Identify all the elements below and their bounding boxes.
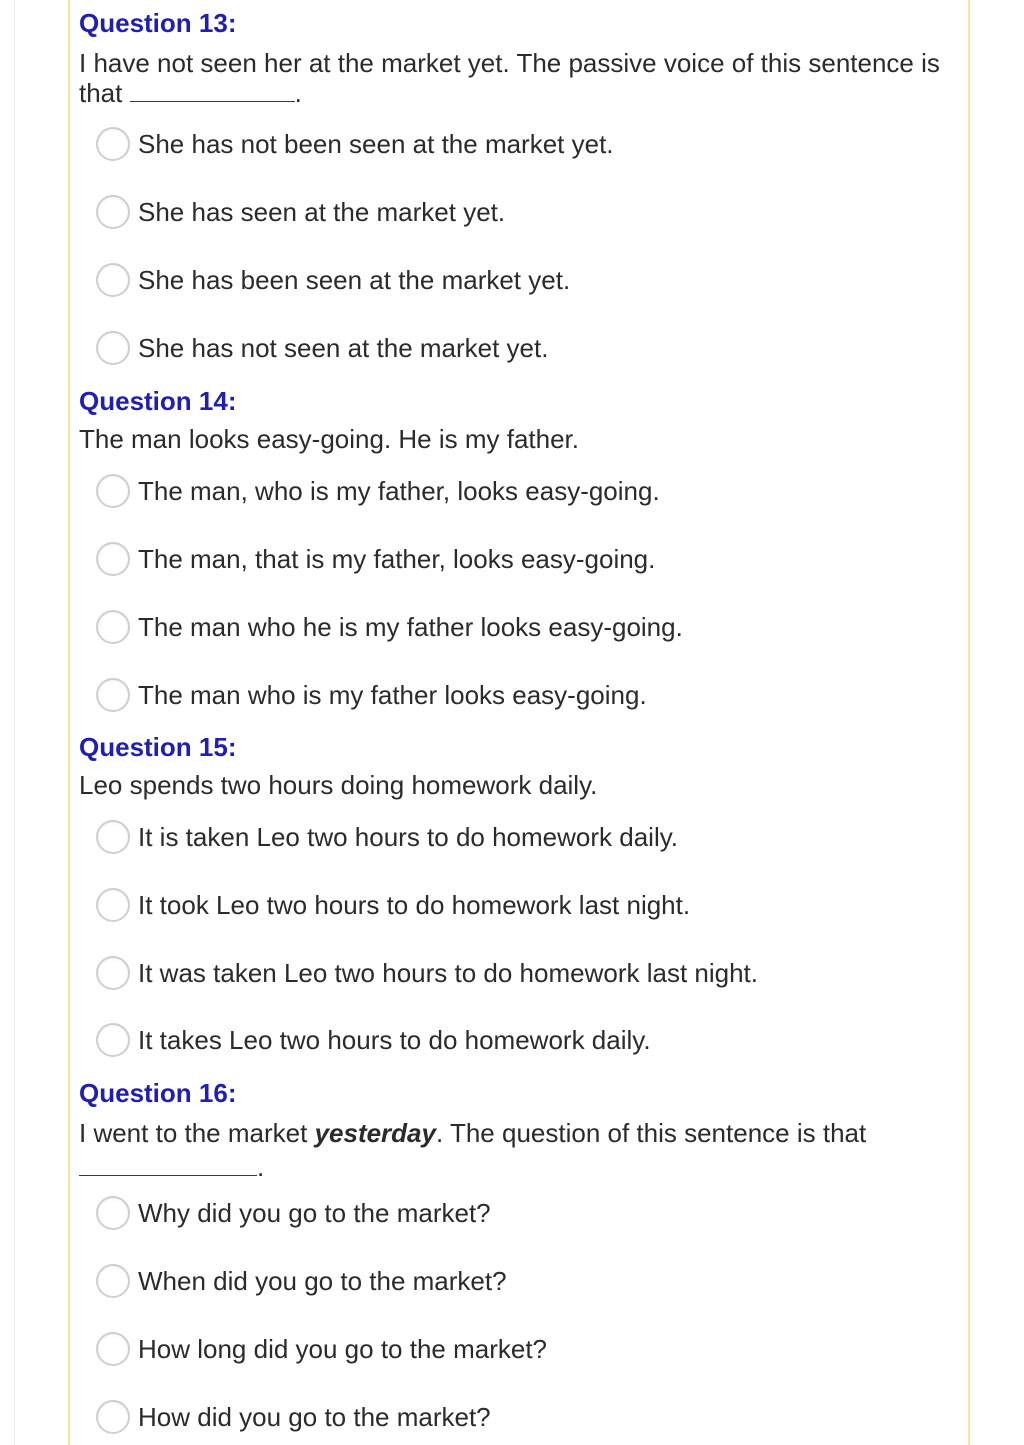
emphasized-word: yesterday bbox=[314, 1118, 436, 1148]
radio-button[interactable] bbox=[96, 1023, 130, 1057]
question-16-option-b[interactable] bbox=[96, 1261, 507, 1301]
radio-button[interactable] bbox=[96, 678, 130, 712]
radio-button[interactable] bbox=[96, 542, 130, 576]
question-13-title: Question 13: bbox=[79, 8, 237, 38]
radio-button[interactable] bbox=[96, 474, 130, 508]
question-16-option-c[interactable] bbox=[96, 1329, 547, 1369]
page-edge bbox=[14, 0, 15, 1445]
question-16-title: Question 16: bbox=[79, 1078, 237, 1108]
question-14-option-b[interactable] bbox=[96, 539, 655, 579]
question-15-option-c[interactable] bbox=[96, 953, 758, 993]
question-13-prompt-text: I have not seen her at the market yet. The passive voice of this sentence is that bbox=[79, 48, 940, 108]
answer-blank bbox=[130, 81, 295, 102]
question-16-option-a[interactable] bbox=[96, 1193, 491, 1233]
radio-button[interactable] bbox=[96, 127, 130, 161]
question-16-prompt bbox=[79, 1116, 959, 1184]
radio-button[interactable] bbox=[96, 1196, 130, 1230]
question-15-title: Question 15: bbox=[79, 732, 237, 762]
question-14-option-d[interactable] bbox=[96, 675, 647, 715]
question-16-option-d[interactable] bbox=[96, 1397, 491, 1437]
question-15-option-b[interactable] bbox=[96, 885, 690, 925]
question-15-prompt: Leo spends two hours doing homework daily. bbox=[79, 770, 598, 800]
option-label: How long did you go to the market? bbox=[138, 1333, 548, 1364]
question-15-option-a[interactable] bbox=[96, 817, 678, 857]
option-label: The man who is my father looks easy-going. bbox=[138, 679, 647, 710]
question-16-prompt-end: . bbox=[257, 1152, 265, 1182]
question-16-prompt-text: I went to the market bbox=[79, 1118, 308, 1148]
option-label: She has been seen at the market yet. bbox=[138, 264, 571, 295]
question-13-prompt-end: . bbox=[294, 78, 302, 108]
option-label: When did you go to the market? bbox=[138, 1265, 507, 1296]
option-label: It took Leo two hours to do homework last night. bbox=[138, 889, 691, 920]
radio-button[interactable] bbox=[96, 820, 130, 854]
radio-button[interactable] bbox=[96, 610, 130, 644]
option-label: She has not seen at the market yet. bbox=[138, 332, 549, 363]
option-label: The man who he is my father looks easy-going. bbox=[138, 611, 683, 642]
question-15-option-d[interactable] bbox=[96, 1020, 651, 1060]
radio-button[interactable] bbox=[96, 263, 130, 297]
option-label: She has not been seen at the market yet. bbox=[138, 128, 614, 159]
option-label: It was taken Leo two hours to do homework last night. bbox=[138, 957, 759, 988]
question-13-option-d[interactable] bbox=[96, 328, 548, 368]
question-14-title: Question 14: bbox=[79, 386, 237, 416]
radio-button[interactable] bbox=[96, 888, 130, 922]
question-13-option-b[interactable] bbox=[96, 192, 505, 232]
question-13-option-c[interactable] bbox=[96, 260, 570, 300]
option-label: It takes Leo two hours to do homework daily. bbox=[138, 1024, 651, 1055]
radio-button[interactable] bbox=[96, 331, 130, 365]
option-label: The man, that is my father, looks easy-going. bbox=[138, 543, 656, 574]
question-14-prompt: The man looks easy-going. He is my father. bbox=[79, 424, 580, 454]
question-16-prompt-rest: . The question of this sentence is that bbox=[435, 1118, 867, 1148]
left-border bbox=[68, 0, 70, 1445]
radio-button[interactable] bbox=[96, 1400, 130, 1434]
radio-button[interactable] bbox=[96, 195, 130, 229]
question-14-option-c[interactable] bbox=[96, 607, 683, 647]
right-border bbox=[968, 0, 970, 1445]
option-label: Why did you go to the market? bbox=[138, 1197, 491, 1228]
option-label: She has seen at the market yet. bbox=[138, 196, 506, 227]
question-13-option-a[interactable] bbox=[96, 124, 614, 164]
radio-button[interactable] bbox=[96, 1264, 130, 1298]
radio-button[interactable] bbox=[96, 1332, 130, 1366]
question-13-prompt bbox=[79, 48, 959, 108]
answer-blank bbox=[79, 1155, 257, 1176]
option-label: The man, who is my father, looks easy-going. bbox=[138, 475, 660, 506]
option-label: How did you go to the market? bbox=[138, 1401, 491, 1432]
question-14-option-a[interactable] bbox=[96, 471, 660, 511]
radio-button[interactable] bbox=[96, 956, 130, 990]
option-label: It is taken Leo two hours to do homework daily. bbox=[138, 821, 679, 852]
